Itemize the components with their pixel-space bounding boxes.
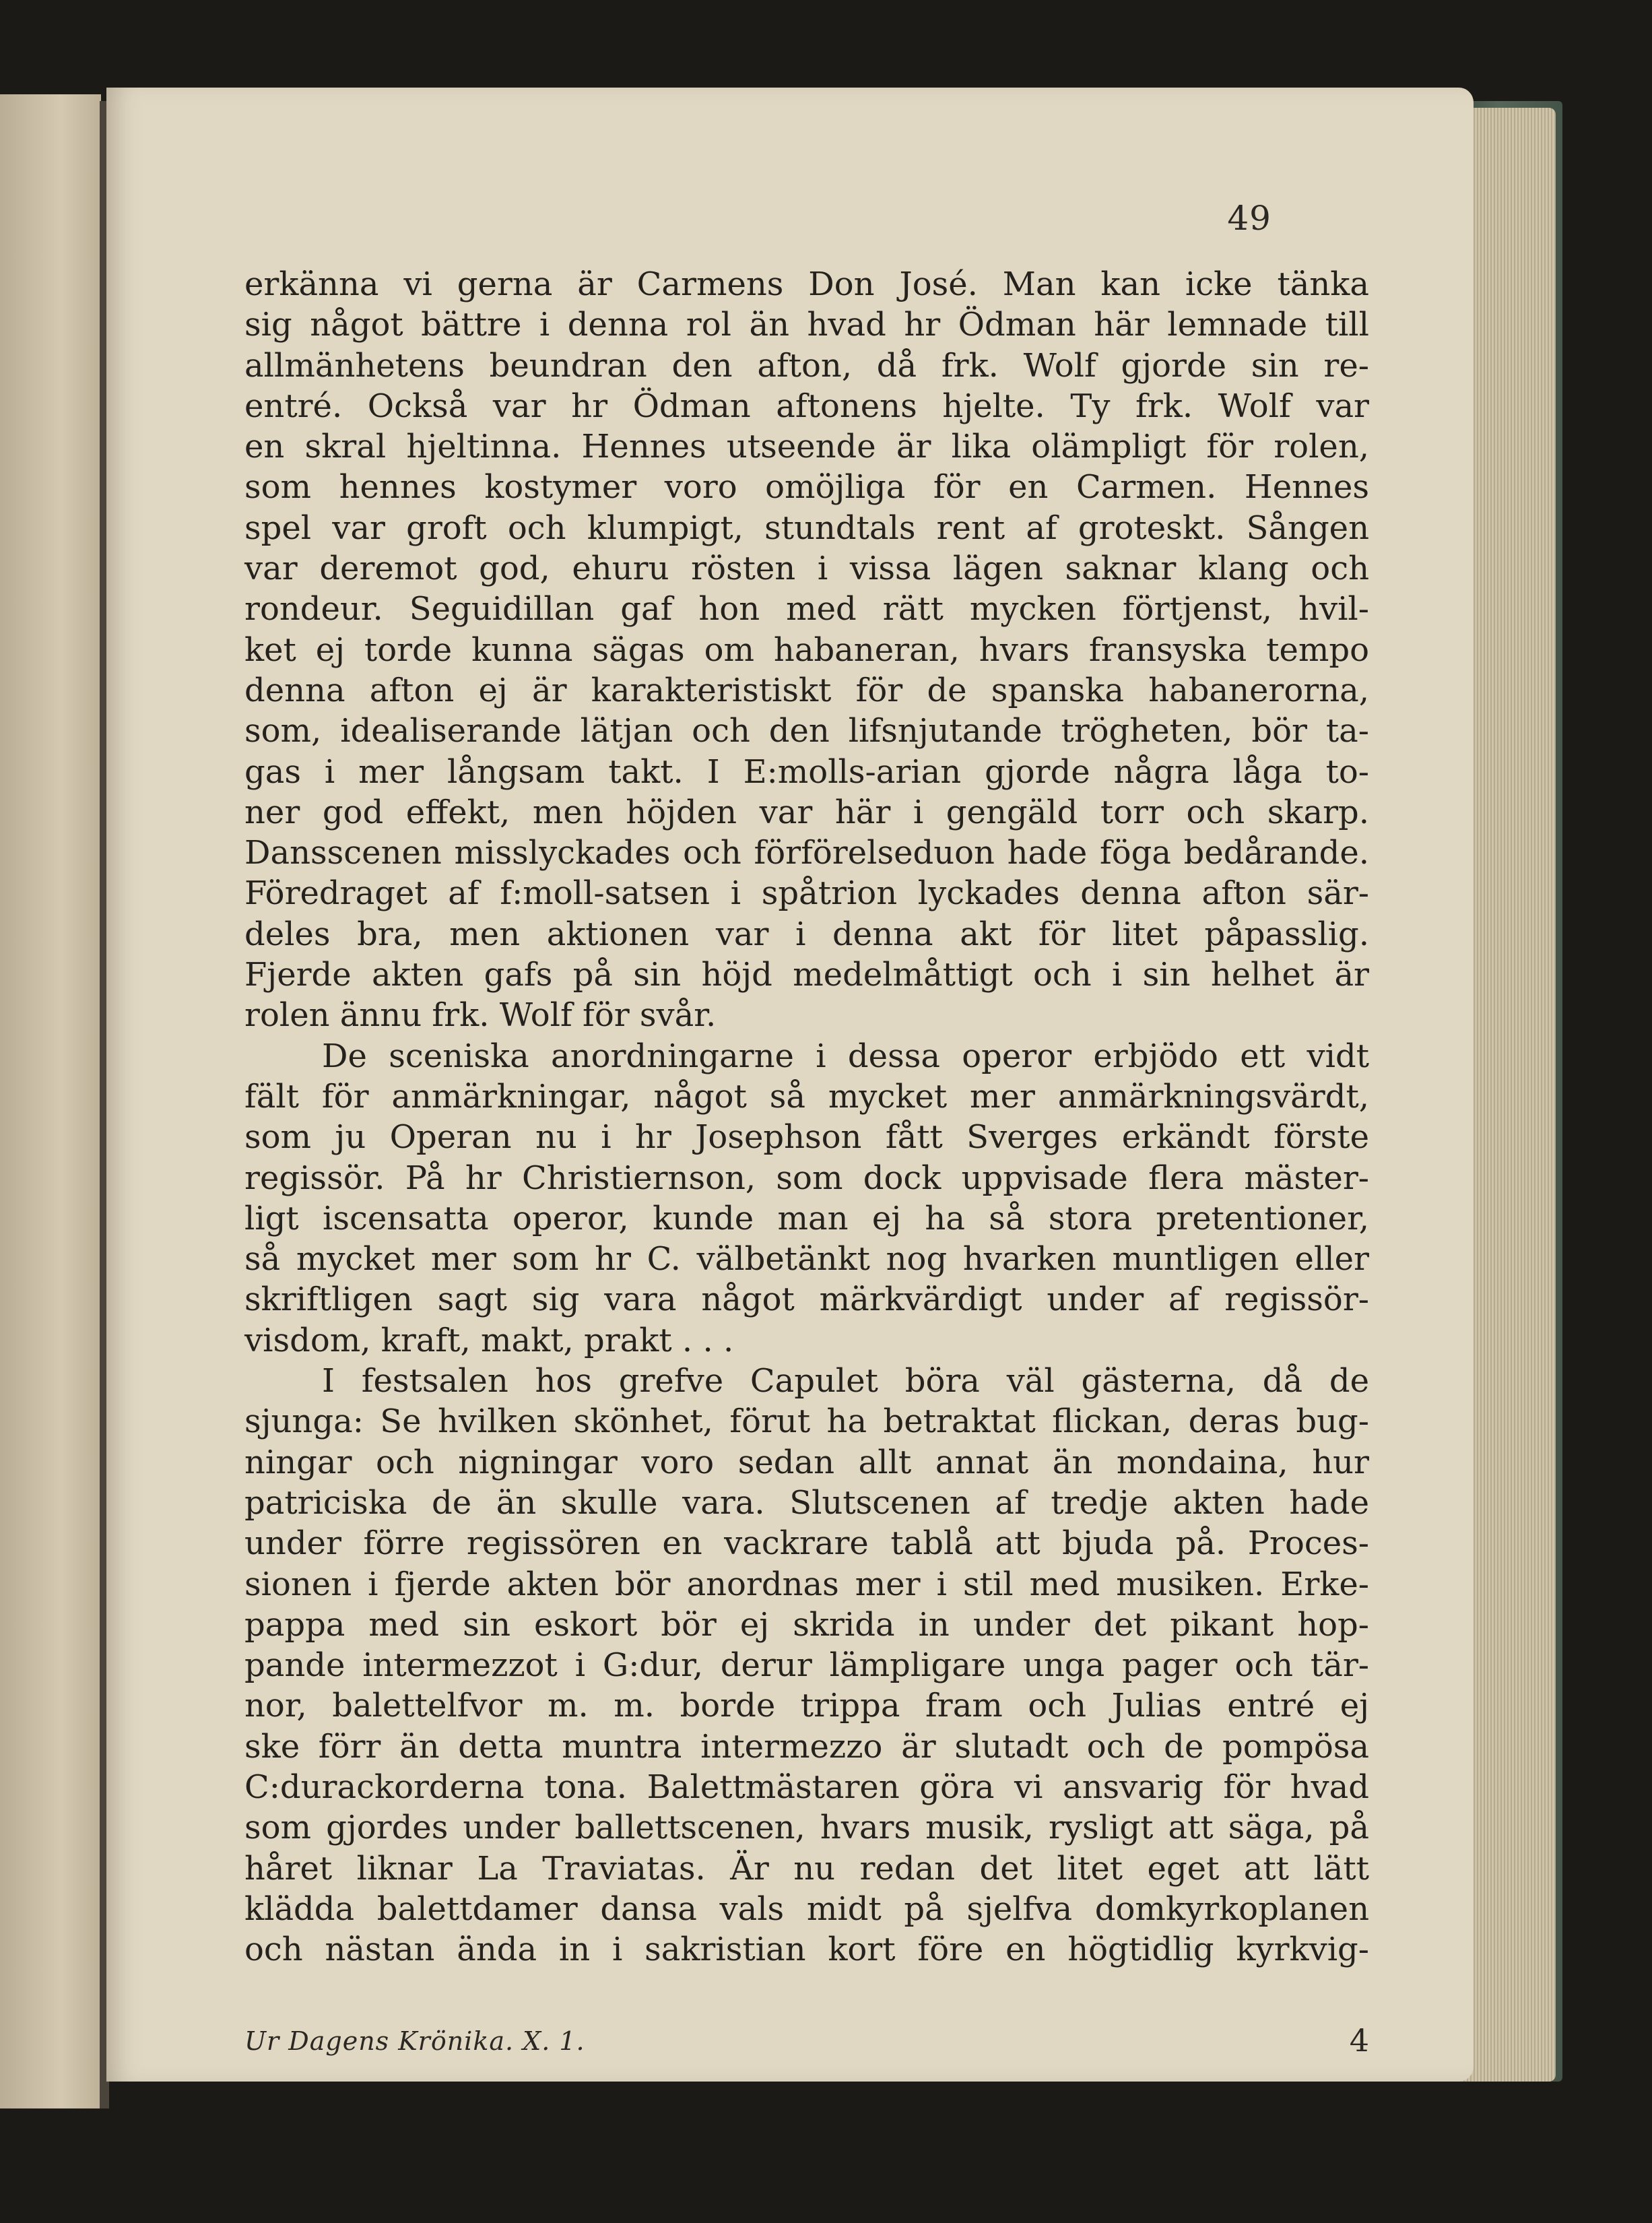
- text-line: håret liknar La Traviatas. Är nu redan det litet eget att lätt: [244, 1849, 1369, 1888]
- text-line: skriftligen sagt sig vara något märkvärdigt under af regissör-: [244, 1281, 1369, 1319]
- text-line: Dansscenen misslyckades och förförelseduon hade föga bedårande.: [244, 834, 1369, 872]
- text-line: en skral hjeltinna. Hennes utseende är lika olämpligt för rolen,: [244, 428, 1369, 466]
- book-page: [106, 88, 1474, 2082]
- text-line: allmänhetens beundran den afton, då frk. Wolf gjorde sin re-: [244, 346, 1369, 385]
- footer-source: Ur Dagens Krönika. X. 1.: [244, 2026, 585, 2056]
- left-facing-page: [0, 94, 101, 2108]
- text-line: rolen ännu frk. Wolf för svår.: [244, 996, 717, 1035]
- text-line: Föredraget af f:moll-satsen i spåtrion lyckades denna afton sär-: [244, 874, 1369, 913]
- text-line: deles bra, men aktionen var i denna akt för litet påpasslig.: [244, 915, 1369, 953]
- text-line: ske förr än detta muntra intermezzo är slutadt och de pompösa: [244, 1727, 1369, 1766]
- text-line: sionen i fjerde akten bör anordnas mer i stil med musiken. Erke-: [244, 1565, 1369, 1603]
- text-line: regissör. På hr Christiernson, som dock uppvisade flera mäster-: [244, 1159, 1369, 1197]
- text-line: spel var groft och klumpigt, stundtals rent af groteskt. Sången: [244, 509, 1369, 547]
- page-footer: [244, 2022, 1369, 2067]
- text-line: som, idealiserande lätjan och den lifsnjutande trögheten, bör ta-: [244, 712, 1369, 750]
- text-line: och nästan ända in i sakristian kort före en högtidlig kyrkvig-: [244, 1931, 1369, 1969]
- text-line: sig något bättre i denna rol än hvad hr Ödman här lemnade till: [244, 306, 1369, 344]
- page-body-text: [244, 264, 1369, 1970]
- text-line: så mycket mer som hr C. välbetänkt nog hvarken muntligen eller: [244, 1240, 1369, 1279]
- text-line: ket ej torde kunna sägas om habaneran, hvars fransyska tempo: [244, 631, 1369, 669]
- text-line: fält för anmärkningar, något så mycket mer anmärkningsvärdt,: [244, 1077, 1369, 1116]
- text-line: gas i mer långsam takt. I E:molls-arian gjorde några låga to-: [244, 752, 1369, 791]
- text-line: ner god effekt, men höjden var här i gengäld torr och skarp.: [244, 793, 1369, 831]
- page-number: 49: [1227, 199, 1271, 238]
- text-line: ligt iscensatta operor, kunde man ej ha så stora pretentioner,: [244, 1199, 1369, 1237]
- text-line: under förre regissören en vackrare tablå att bjuda på. Proces-: [244, 1524, 1369, 1563]
- text-line: pappa med sin eskort bör ej skrida in under det pikant hop-: [244, 1605, 1369, 1644]
- text-line: sjunga: Se hvilken skönhet, förut ha betraktat flickan, deras bug-: [244, 1403, 1369, 1441]
- text-line: patriciska de än skulle vara. Slutscenen af tredje akten hade: [244, 1483, 1369, 1522]
- text-line: som ju Operan nu i hr Josephson fått Sverges erkändt förste: [244, 1118, 1369, 1157]
- text-line: ningar och nigningar voro sedan allt annat än mondaina, hur: [244, 1443, 1369, 1481]
- signature-mark: 4: [1349, 2022, 1369, 2059]
- text-line: Fjerde akten gafs på sin höjd medelmåttigt och i sin helhet är: [244, 956, 1369, 994]
- text-line: erkänna vi gerna är Carmens Don José. Man kan icke tänka: [244, 265, 1369, 303]
- text-line: pande intermezzot i G:dur, derur lämpligare unga pager och tär-: [244, 1646, 1369, 1685]
- text-line: denna afton ej är karakteristiskt för de spanska habanerorna,: [244, 671, 1369, 709]
- text-line: rondeur. Seguidillan gaf hon med rätt mycken förtjenst, hvil-: [244, 590, 1369, 629]
- text-line: entré. Också var hr Ödman aftonens hjelte. Ty frk. Wolf var: [244, 387, 1369, 425]
- text-line: I festsalen hos grefve Capulet böra väl gästerna, då de: [322, 1362, 1369, 1400]
- text-line: visdom, kraft, makt, prakt . . .: [244, 1321, 734, 1359]
- text-line: var deremot god, ehuru rösten i vissa lägen saknar klang och: [244, 550, 1369, 588]
- text-line: som hennes kostymer voro omöjliga för en Carmen. Hennes: [244, 468, 1369, 507]
- text-line: De sceniska anordningarne i dessa operor erbjödo ett vidt: [322, 1037, 1369, 1075]
- text-line: klädda balettdamer dansa vals midt på sjelfva domkyrkoplanen: [244, 1890, 1369, 1928]
- text-line: nor, balettelfvor m. m. borde trippa fram och Julias entré ej: [244, 1687, 1369, 1725]
- text-line: C:durackorderna tona. Balettmästaren göra vi ansvarig för hvad: [244, 1768, 1369, 1806]
- text-line: som gjordes under ballettscenen, hvars musik, rysligt att säga, på: [244, 1809, 1369, 1847]
